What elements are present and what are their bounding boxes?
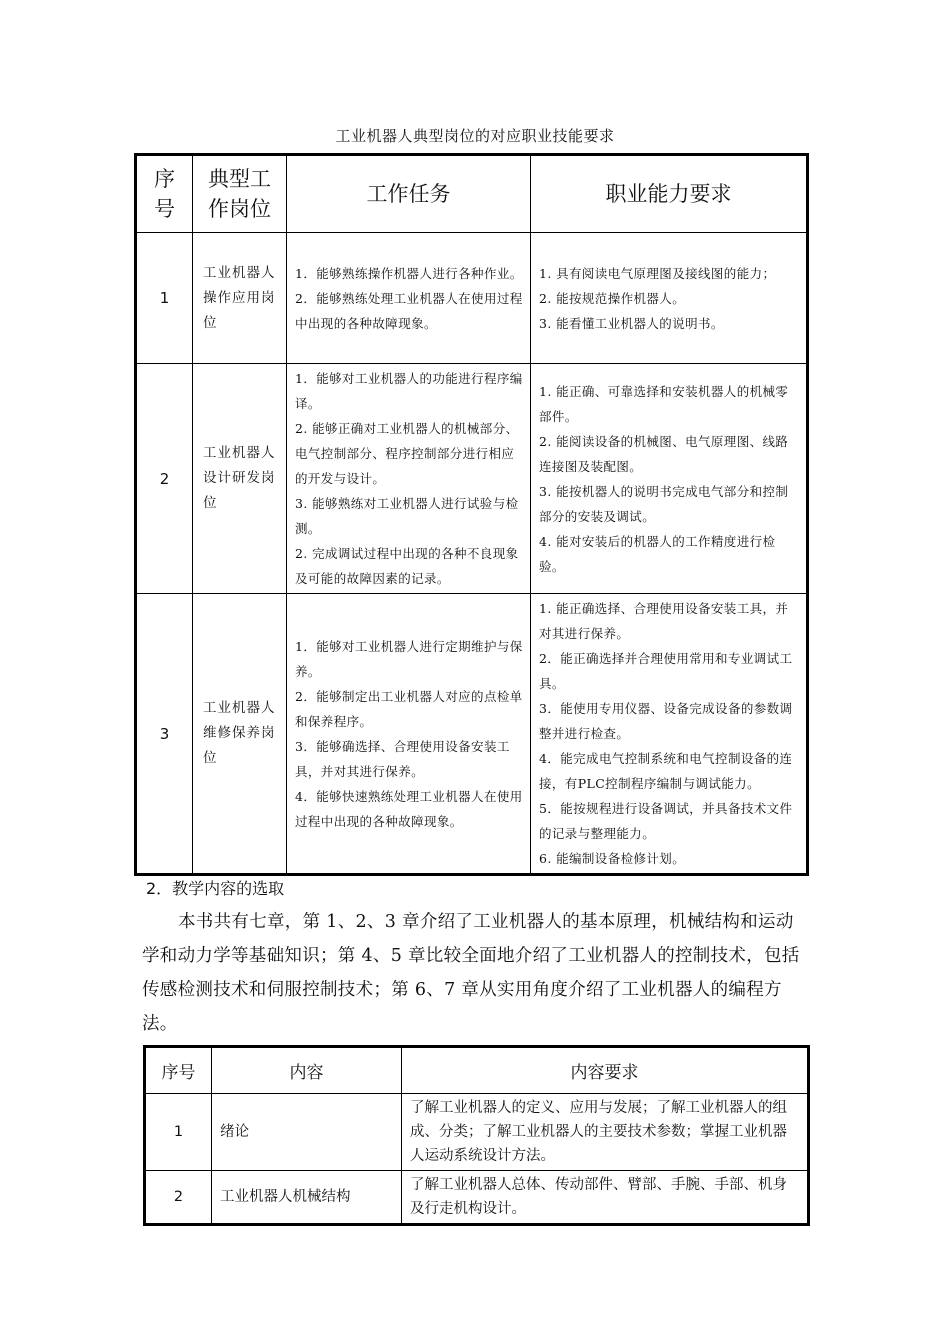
- requirement-item: 1. 能正确、可靠选择和安装机器人的机械零部件。: [539, 383, 789, 424]
- header-content: 内容: [212, 1047, 402, 1094]
- row-number: 3: [136, 594, 193, 875]
- row-content: 绪论: [212, 1094, 402, 1171]
- table-row: [136, 594, 808, 875]
- task-item: 2．能够熟练处理工业机器人在使用过程中出现的各种故障现象。: [295, 290, 523, 331]
- table-row: [145, 1094, 809, 1171]
- requirement-item: 4. 能对安装后的机器人的工作精度进行检验。: [539, 533, 776, 574]
- row-role: 工业机器人操作应用岗位: [193, 233, 287, 364]
- task-item: 1．能够对工业机器人的功能进行程序编译。: [295, 371, 523, 411]
- row-number: 2: [145, 1171, 212, 1225]
- task-item: 3．能够确选择、合理使用设备安装工具，并对其进行保养。: [295, 738, 510, 779]
- task-item: 3. 能够熟练对工业机器人进行试验与检测。: [295, 496, 519, 536]
- requirement-item: 3. 能看懂工业机器人的说明书。: [539, 315, 724, 331]
- task-item: 1．能够对工业机器人进行定期维护与保养。: [295, 638, 523, 679]
- header-tasks: 工作任务: [287, 155, 531, 233]
- row-tasks: [287, 233, 531, 364]
- row-tasks: [287, 364, 531, 594]
- row-number: 1: [145, 1094, 212, 1171]
- requirement-item: 3. 能按机器人的说明书完成电气部分和控制部分的安装及调试。: [539, 483, 789, 524]
- table-header-row: [136, 155, 808, 233]
- row-requirements: [531, 233, 808, 364]
- row-tasks: [287, 594, 531, 875]
- row-content-requirement: 了解工业机器人的定义、应用与发展；了解工业机器人的组成、分类；了解工业机器人的主要技术参数；掌握工业机器人运动系统设计方法。: [402, 1094, 809, 1171]
- task-item: 2．能够制定出工业机器人对应的点检单和保养程序。: [295, 688, 523, 729]
- header-seq: 序 号: [136, 155, 193, 233]
- table-row: [145, 1171, 809, 1225]
- requirement-item: 1. 具有阅读电气原理图及接线图的能力；: [539, 265, 776, 281]
- row-content-requirement: 了解工业机器人总体、传动部件、臂部、手腕、手部、机身及行走机构设计。: [402, 1171, 809, 1225]
- task-item: 2. 能够正确对工业机器人的机械部分、电气控制部分、程序控制部分进行相应的开发与设计。: [295, 421, 519, 486]
- task-item: 4．能够快速熟练处理工业机器人在使用过程中出现的各种故障现象。: [295, 788, 523, 829]
- requirement-item: 5．能按规程进行设备调试，并具备技术文件的记录与整理能力。: [539, 801, 793, 841]
- row-number: 2: [136, 364, 193, 594]
- skills-table: [134, 153, 809, 876]
- table-header-row: [145, 1047, 809, 1094]
- row-number: 1: [136, 233, 193, 364]
- task-item: 1．能够熟练操作机器人进行各种作业。: [295, 265, 523, 281]
- task-item: 2. 完成调试过程中出现的各种不良现象及可能的故障因素的记录。: [295, 546, 519, 586]
- header-seq: 序号: [145, 1047, 212, 1094]
- header-content-requirement: 内容要求: [402, 1047, 809, 1094]
- header-role: 典型工 作岗位: [193, 155, 287, 233]
- requirement-item: 4．能完成电气控制系统和电气控制设备的连接，有PLC控制程序编制与调试能力。: [539, 751, 793, 791]
- row-role: 工业机器人维修保养岗位: [193, 594, 287, 875]
- row-requirements: [531, 364, 808, 594]
- requirement-item: 2．能正确选择并合理使用常用和专业调试工具。: [539, 651, 793, 691]
- requirement-item: 2. 能按规范操作机器人。: [539, 290, 686, 306]
- table-caption: 工业机器人典型岗位的对应职业技能要求: [335, 127, 615, 145]
- header-requirements: 职业能力要求: [531, 155, 808, 233]
- requirement-item: 6. 能编制设备检修计划。: [539, 851, 686, 866]
- row-content: 工业机器人机械结构: [212, 1171, 402, 1225]
- table-row: [136, 364, 808, 594]
- row-requirements: [531, 594, 808, 875]
- body-paragraph: 本书共有七章，第 1、2、3 章介绍了工业机器人的基本原理，机械结构和运动学和动力学等基础知识；第 4、5 章比较全面地介绍了工业机器人的控制技术，包括传感检测技术和伺服控制技术；第 6、7 章从实用角度介绍了工业机器人的编程方法。: [142, 912, 800, 1034]
- row-role: 工业机器人设计研发岗位: [193, 364, 287, 594]
- requirement-item: 2. 能阅读设备的机械图、电气原理图、线路连接图及装配图。: [539, 433, 789, 474]
- section-heading: 2．教学内容的选取: [146, 879, 285, 898]
- content-table: [143, 1045, 810, 1226]
- requirement-item: 3．能使用专用仪器、设备完成设备的参数调整并进行检查。: [539, 701, 793, 741]
- requirement-item: 1. 能正确选择、合理使用设备安装工具，并对其进行保养。: [539, 601, 789, 641]
- table-row: [136, 233, 808, 364]
